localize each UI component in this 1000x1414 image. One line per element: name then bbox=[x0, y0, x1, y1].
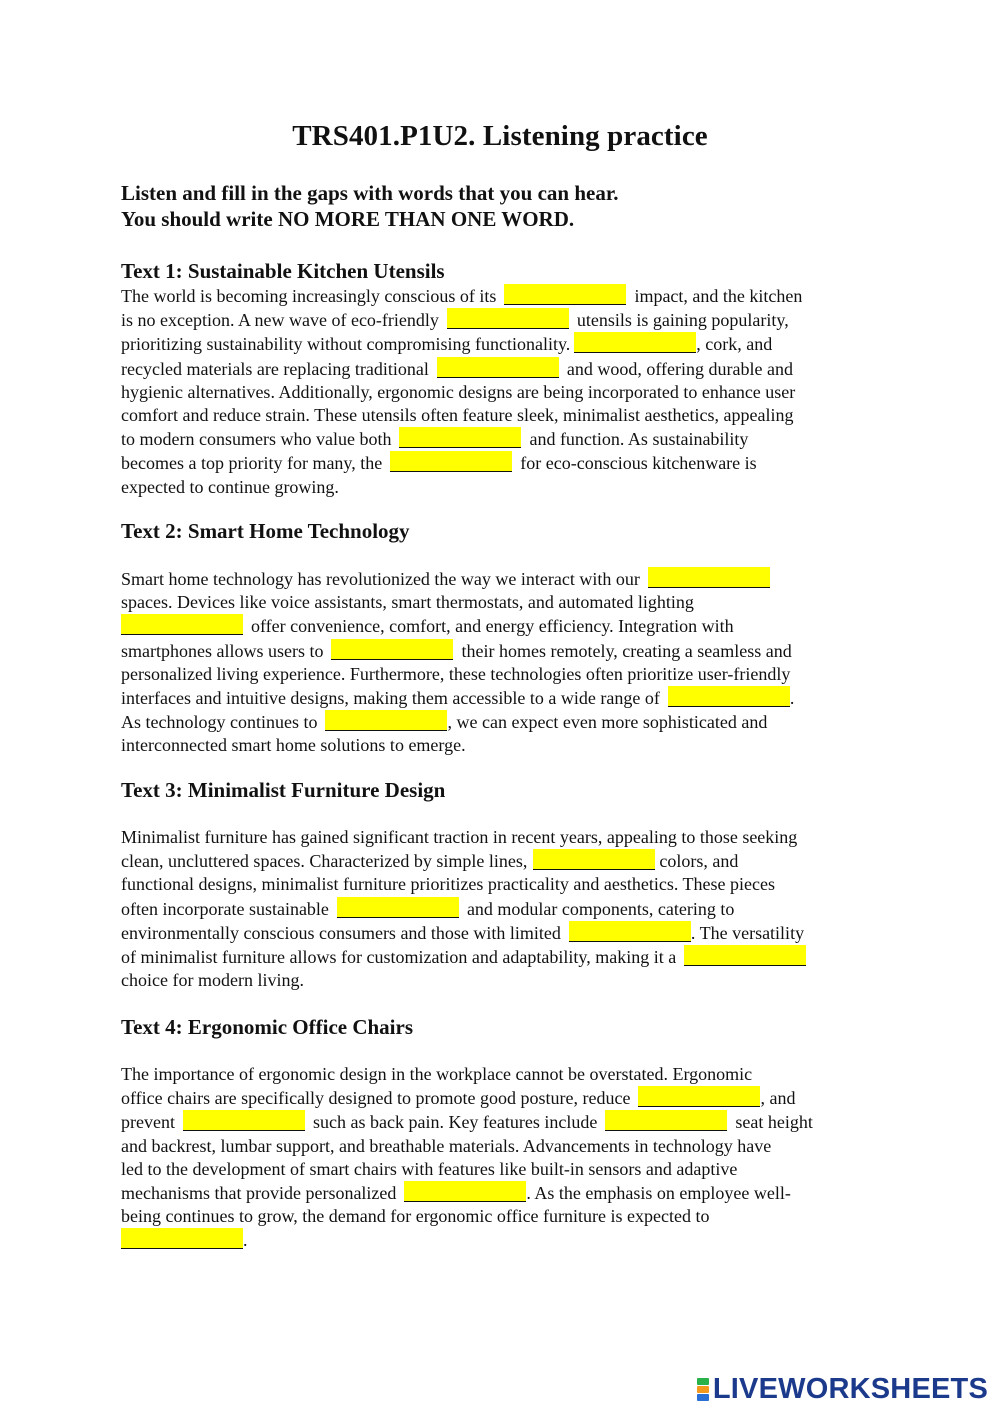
answer-gap-6[interactable] bbox=[390, 451, 512, 472]
text-line: The world is becoming increasingly conscious of its impact, and the kitchen bbox=[121, 286, 803, 306]
text-line: comfort and reduce strain. These utensils often feature sleek, minimalist aesthetics, appealing bbox=[121, 405, 794, 426]
text-line: of minimalist furniture allows for customization and adaptability, making it a bbox=[121, 945, 886, 969]
answer-gap-7[interactable] bbox=[648, 567, 770, 588]
answer-gap-10[interactable] bbox=[668, 686, 790, 707]
logo-text: LIVEWORKSHEETS bbox=[712, 1373, 988, 1405]
answer-gap-18[interactable] bbox=[605, 1110, 727, 1131]
text-line: is no exception. A new wave of eco-friendly utensils is gaining popularity, bbox=[121, 310, 789, 331]
liveworksheets-logo-icon bbox=[697, 1378, 709, 1401]
text-line: mechanisms that provide personalized . As the emphasis on employee well- bbox=[121, 1183, 791, 1204]
text-line: becomes a top priority for many, the for eco-conscious kitchenware is bbox=[121, 453, 757, 474]
section-text-3 bbox=[121, 777, 886, 992]
answer-gap-15[interactable] bbox=[684, 945, 806, 966]
page-title: TRS401.P1U2. Listening practice bbox=[292, 120, 708, 152]
answer-gap-4[interactable] bbox=[437, 357, 559, 378]
text-line: led to the development of smart chairs with features like built-in sensors and adaptive bbox=[121, 1158, 738, 1179]
text-line: to modern consumers who value both and function. As sustainability bbox=[121, 429, 749, 450]
text-line: prevent such as back pain. Key features include seat height bbox=[121, 1112, 813, 1133]
text-line: . bbox=[121, 1228, 886, 1252]
answer-gap-20[interactable] bbox=[121, 1228, 243, 1249]
answer-gap-16[interactable] bbox=[638, 1086, 760, 1107]
text-line: The importance of ergonomic design in the workplace cannot be overstated. Ergonomic bbox=[121, 1064, 753, 1084]
text-line: office chairs are specifically designed to promote good posture, reduce , and bbox=[121, 1088, 796, 1109]
section-heading: Text 1: Sustainable Kitchen Utensils bbox=[121, 259, 445, 283]
text-line: offer convenience, comfort, and energy efficiency. Integration with bbox=[121, 614, 886, 638]
answer-gap-19[interactable] bbox=[404, 1181, 526, 1202]
answer-gap-8[interactable] bbox=[121, 614, 243, 635]
text-line: Smart home technology has revolutionized the way we interact with our bbox=[121, 567, 886, 591]
text-line: spaces. Devices like voice assistants, smart thermostats, and automated lighting bbox=[121, 592, 694, 613]
section-text-1 bbox=[121, 258, 886, 499]
text-line: clean, uncluttered spaces. Characterized by simple lines, colors, and bbox=[121, 851, 739, 872]
answer-gap-1[interactable] bbox=[504, 284, 626, 305]
answer-gap-2[interactable] bbox=[447, 308, 569, 329]
text-line: recycled materials are replacing traditional and wood, offering durable and bbox=[121, 358, 793, 379]
text-line: smartphones allows users to their homes remotely, creating a seamless and bbox=[121, 640, 792, 661]
text-line: often incorporate sustainable and modular components, catering to bbox=[121, 898, 735, 919]
section-text-2 bbox=[121, 518, 886, 758]
answer-gap-13[interactable] bbox=[337, 897, 459, 918]
instructions bbox=[121, 180, 618, 232]
instructions-line-1: Listen and fill in the gaps with words that you can hear. bbox=[121, 181, 619, 205]
text-line: being continues to grow, the demand for ergonomic office furniture is expected to bbox=[121, 1206, 710, 1227]
section-heading: Text 4: Ergonomic Office Chairs bbox=[121, 1015, 414, 1039]
text-line: functional designs, minimalist furniture prioritizes practicality and aesthetics. These pieces bbox=[121, 874, 775, 895]
answer-gap-17[interactable] bbox=[183, 1110, 305, 1131]
text-line: expected to continue growing. bbox=[121, 476, 339, 497]
text-line: As technology continues to , we can expect even more sophisticated and bbox=[121, 712, 768, 733]
text-line: and backrest, lumbar support, and breathable materials. Advancements in technology have bbox=[121, 1135, 772, 1156]
answer-gap-11[interactable] bbox=[325, 710, 447, 731]
section-heading: Text 2: Smart Home Technology bbox=[121, 519, 410, 543]
text-line: interconnected smart home solutions to emerge. bbox=[121, 735, 466, 756]
answer-gap-14[interactable] bbox=[569, 921, 691, 942]
text-line: Minimalist furniture has gained significant traction in recent years, appealing to those seeking bbox=[121, 827, 798, 847]
section-text-4 bbox=[121, 1014, 886, 1253]
text-line: personalized living experience. Furthermore, these technologies often prioritize user-friendly bbox=[121, 663, 791, 684]
answer-gap-5[interactable] bbox=[399, 427, 521, 448]
text-line: prioritizing sustainability without compromising functionality. , cork, and bbox=[121, 334, 773, 355]
text-line: interfaces and intuitive designs, making them accessible to a wide range of . bbox=[121, 688, 795, 709]
answer-gap-9[interactable] bbox=[331, 639, 453, 660]
section-heading: Text 3: Minimalist Furniture Design bbox=[121, 778, 446, 802]
instructions-line-2: You should write NO MORE THAN ONE WORD. bbox=[121, 207, 575, 231]
text-line: environmentally conscious consumers and those with limited . The versatility bbox=[121, 922, 805, 943]
liveworksheets-logo bbox=[697, 1373, 988, 1406]
answer-gap-12[interactable] bbox=[533, 849, 655, 870]
text-line: choice for modern living. bbox=[121, 970, 304, 991]
answer-gap-3[interactable] bbox=[574, 332, 696, 353]
text-line: hygienic alternatives. Additionally, ergonomic designs are being incorporated to enhance user bbox=[121, 381, 796, 402]
